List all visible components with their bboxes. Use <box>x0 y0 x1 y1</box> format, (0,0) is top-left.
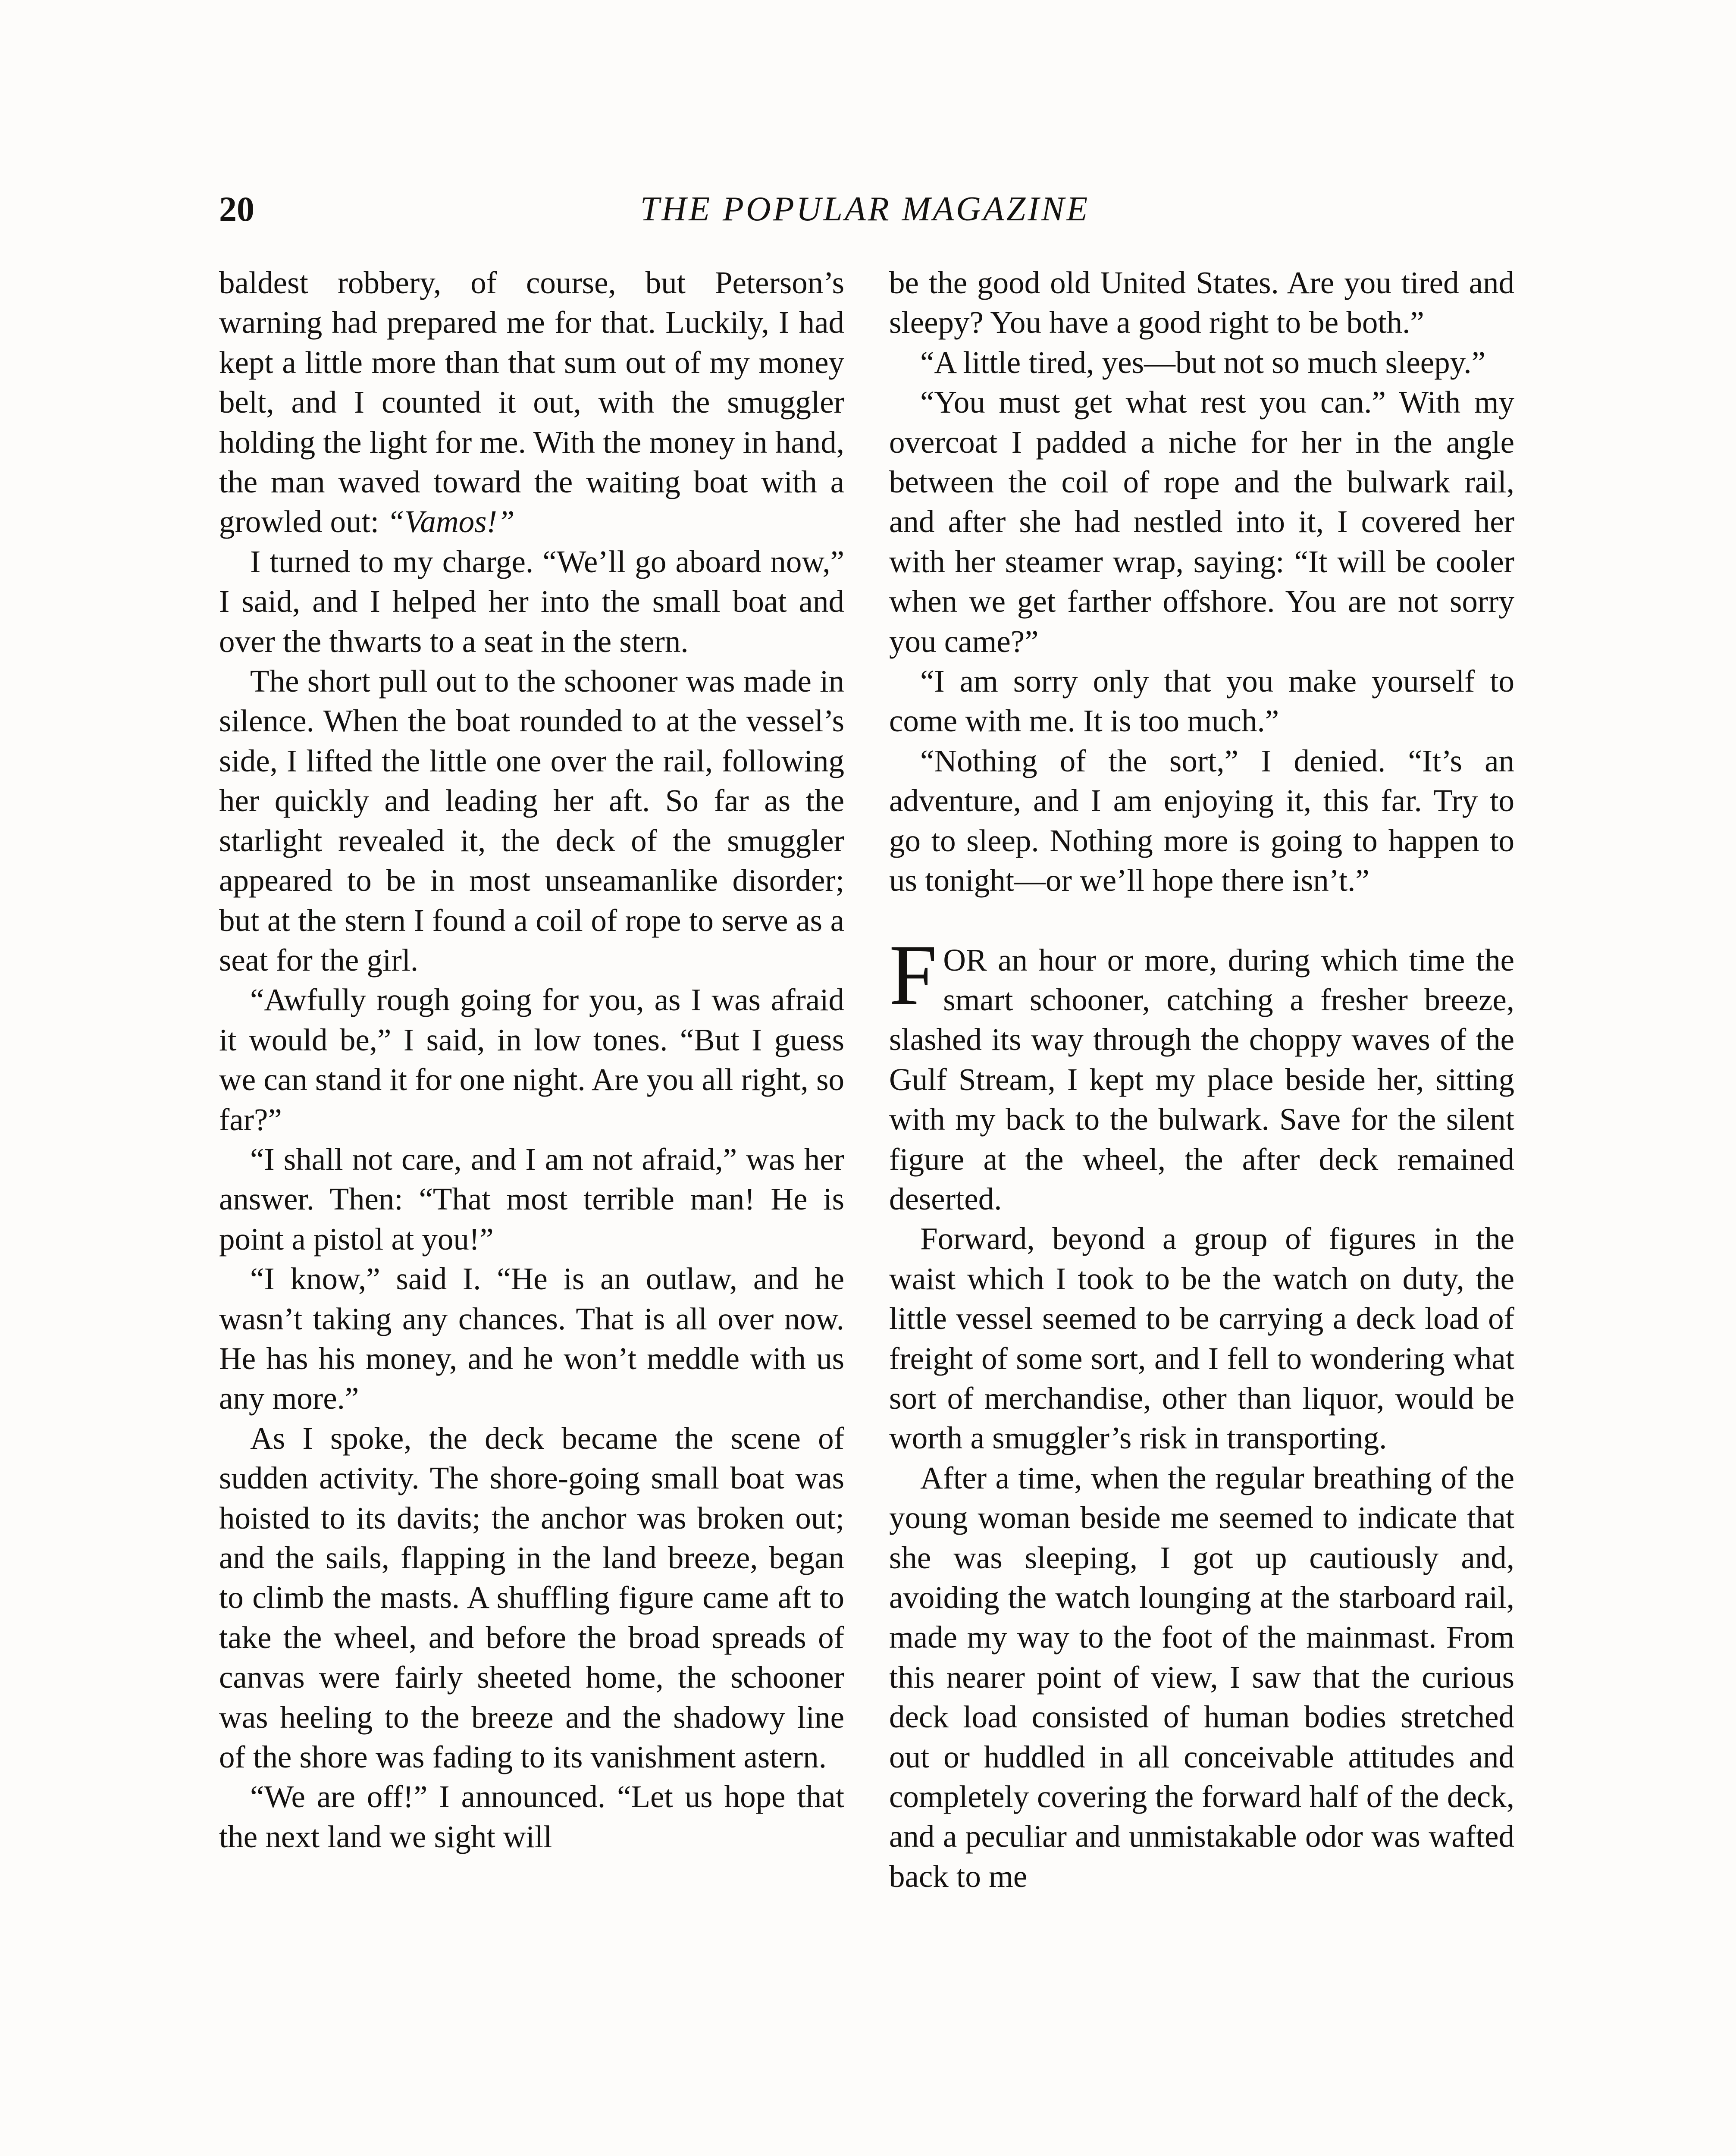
paragraph: “I know,” said I. “He is an outlaw, and he wasn’t taking any chances. That is all over now. He has his money, and he won’t meddle with us any more.” <box>219 1261 844 1416</box>
drop-cap: F <box>889 927 937 1023</box>
paragraph: “You must get what rest you can.” With my overcoat I padded a niche for her in the angle between the coil of rope and the bulwark rail, and after she had nestled into it, I covered her with her steamer wrap, saying: “It will be cooler when we get farther offshore. You are not sorry you came?” <box>889 385 1514 659</box>
paragraph-text: OR an hour or more, during which time the smart schooner, catching a fresher breeze, slashed its way through the choppy waves of the Gulf Stream, I kept my place beside her, sitting with my back to the bulwark. Save for the silent figure at the wheel, the after deck remained deserted. <box>889 942 1514 1216</box>
emphasis-text: “Vamos!” <box>387 504 515 539</box>
paragraph: “Awfully rough going for you, as I was afraid it would be,” I said, in low tones. “But I guess we can stand it for one night. Are you all right, so far?” <box>219 982 844 1137</box>
paragraph <box>219 263 844 542</box>
paragraph-text: baldest robbery, of course, but Peterson’s warning had prepared me for that. Luckily, I had kept a little more than that sum out of my money belt, and I counted it out, with the smuggler holding the light for me. With the money in hand, the man waved toward the waiting boat with a growled out: <box>219 265 844 539</box>
right-column <box>889 263 1514 1896</box>
paragraph: “Nothing of the sort,” I denied. “It’s an adventure, and I am enjoying it, this far. Try to go to sleep. Nothing more is going to happen to us tonight—or we’ll hope there isn’t.” <box>889 743 1514 898</box>
running-head: THE POPULAR MAGAZINE <box>640 190 1090 228</box>
paragraph: “A little tired, yes—but not so much sleepy.” <box>920 345 1486 380</box>
paragraph: be the good old United States. Are you tired and sleepy? You have a good right to be both.” <box>889 265 1514 340</box>
paragraph: After a time, when the regular breathing of the young woman beside me seemed to indicate that she was sleeping, I got up cautiously and, avoiding the watch lounging at the starboard rail, made my way to the foot of the mainmast. From this nearer point of view, I saw that the curious deck load consisted of human bodies stretched out or huddled in all conceivable attitudes and completely covering the forward half of the deck, and a peculiar and unmistakable odor was wafted back to me <box>889 1460 1514 1894</box>
paragraph: Forward, beyond a group of figures in the waist which I took to be the watch on duty, the little vessel seemed to be carrying a deck load of freight of some sort, and I fell to wondering what sort of merchandise, other than liquor, would be worth a smuggler’s risk in transporting. <box>889 1221 1514 1456</box>
paragraph: “I am sorry only that you make yourself to come with me. It is too much.” <box>889 664 1514 739</box>
page-number: 20 <box>219 189 254 229</box>
paragraph: As I spoke, the deck became the scene of sudden activity. The shore-going small boat was hoisted to its davits; the anchor was broken out; and the sails, flapping in the land breeze, began to climb the masts. A shuffling figure came aft to take the wheel, and before the broad spreads of canvas were fairly sheeted home, the schooner was heeling to the breeze and the shadowy line of the shore was fading to its vanishment astern. <box>219 1420 844 1775</box>
page-header <box>219 185 1511 237</box>
paragraph: I turned to my charge. “We’ll go aboard now,” I said, and I helped her into the small boat and over the thwarts to a seat in the stern. <box>219 544 844 659</box>
paragraph: The short pull out to the schooner was made in silence. When the boat rounded to at the vessel’s side, I lifted the little one over the rail, following her quickly and leading her aft. So far as the starlight revealed it, the deck of the smuggler appeared to be in most unseamanlike disorder; but at the stern I found a coil of rope to serve as a seat for the girl. <box>219 664 844 978</box>
paragraph: “We are off!” I announced. “Let us hope that the next land we sight will <box>219 1779 844 1854</box>
section-opening-paragraph <box>889 927 1514 1219</box>
left-column <box>219 263 844 1857</box>
paragraph: “I shall not care, and I am not afraid,” was her answer. Then: “That most terrible man! He is point a pistol at you!” <box>219 1141 844 1257</box>
